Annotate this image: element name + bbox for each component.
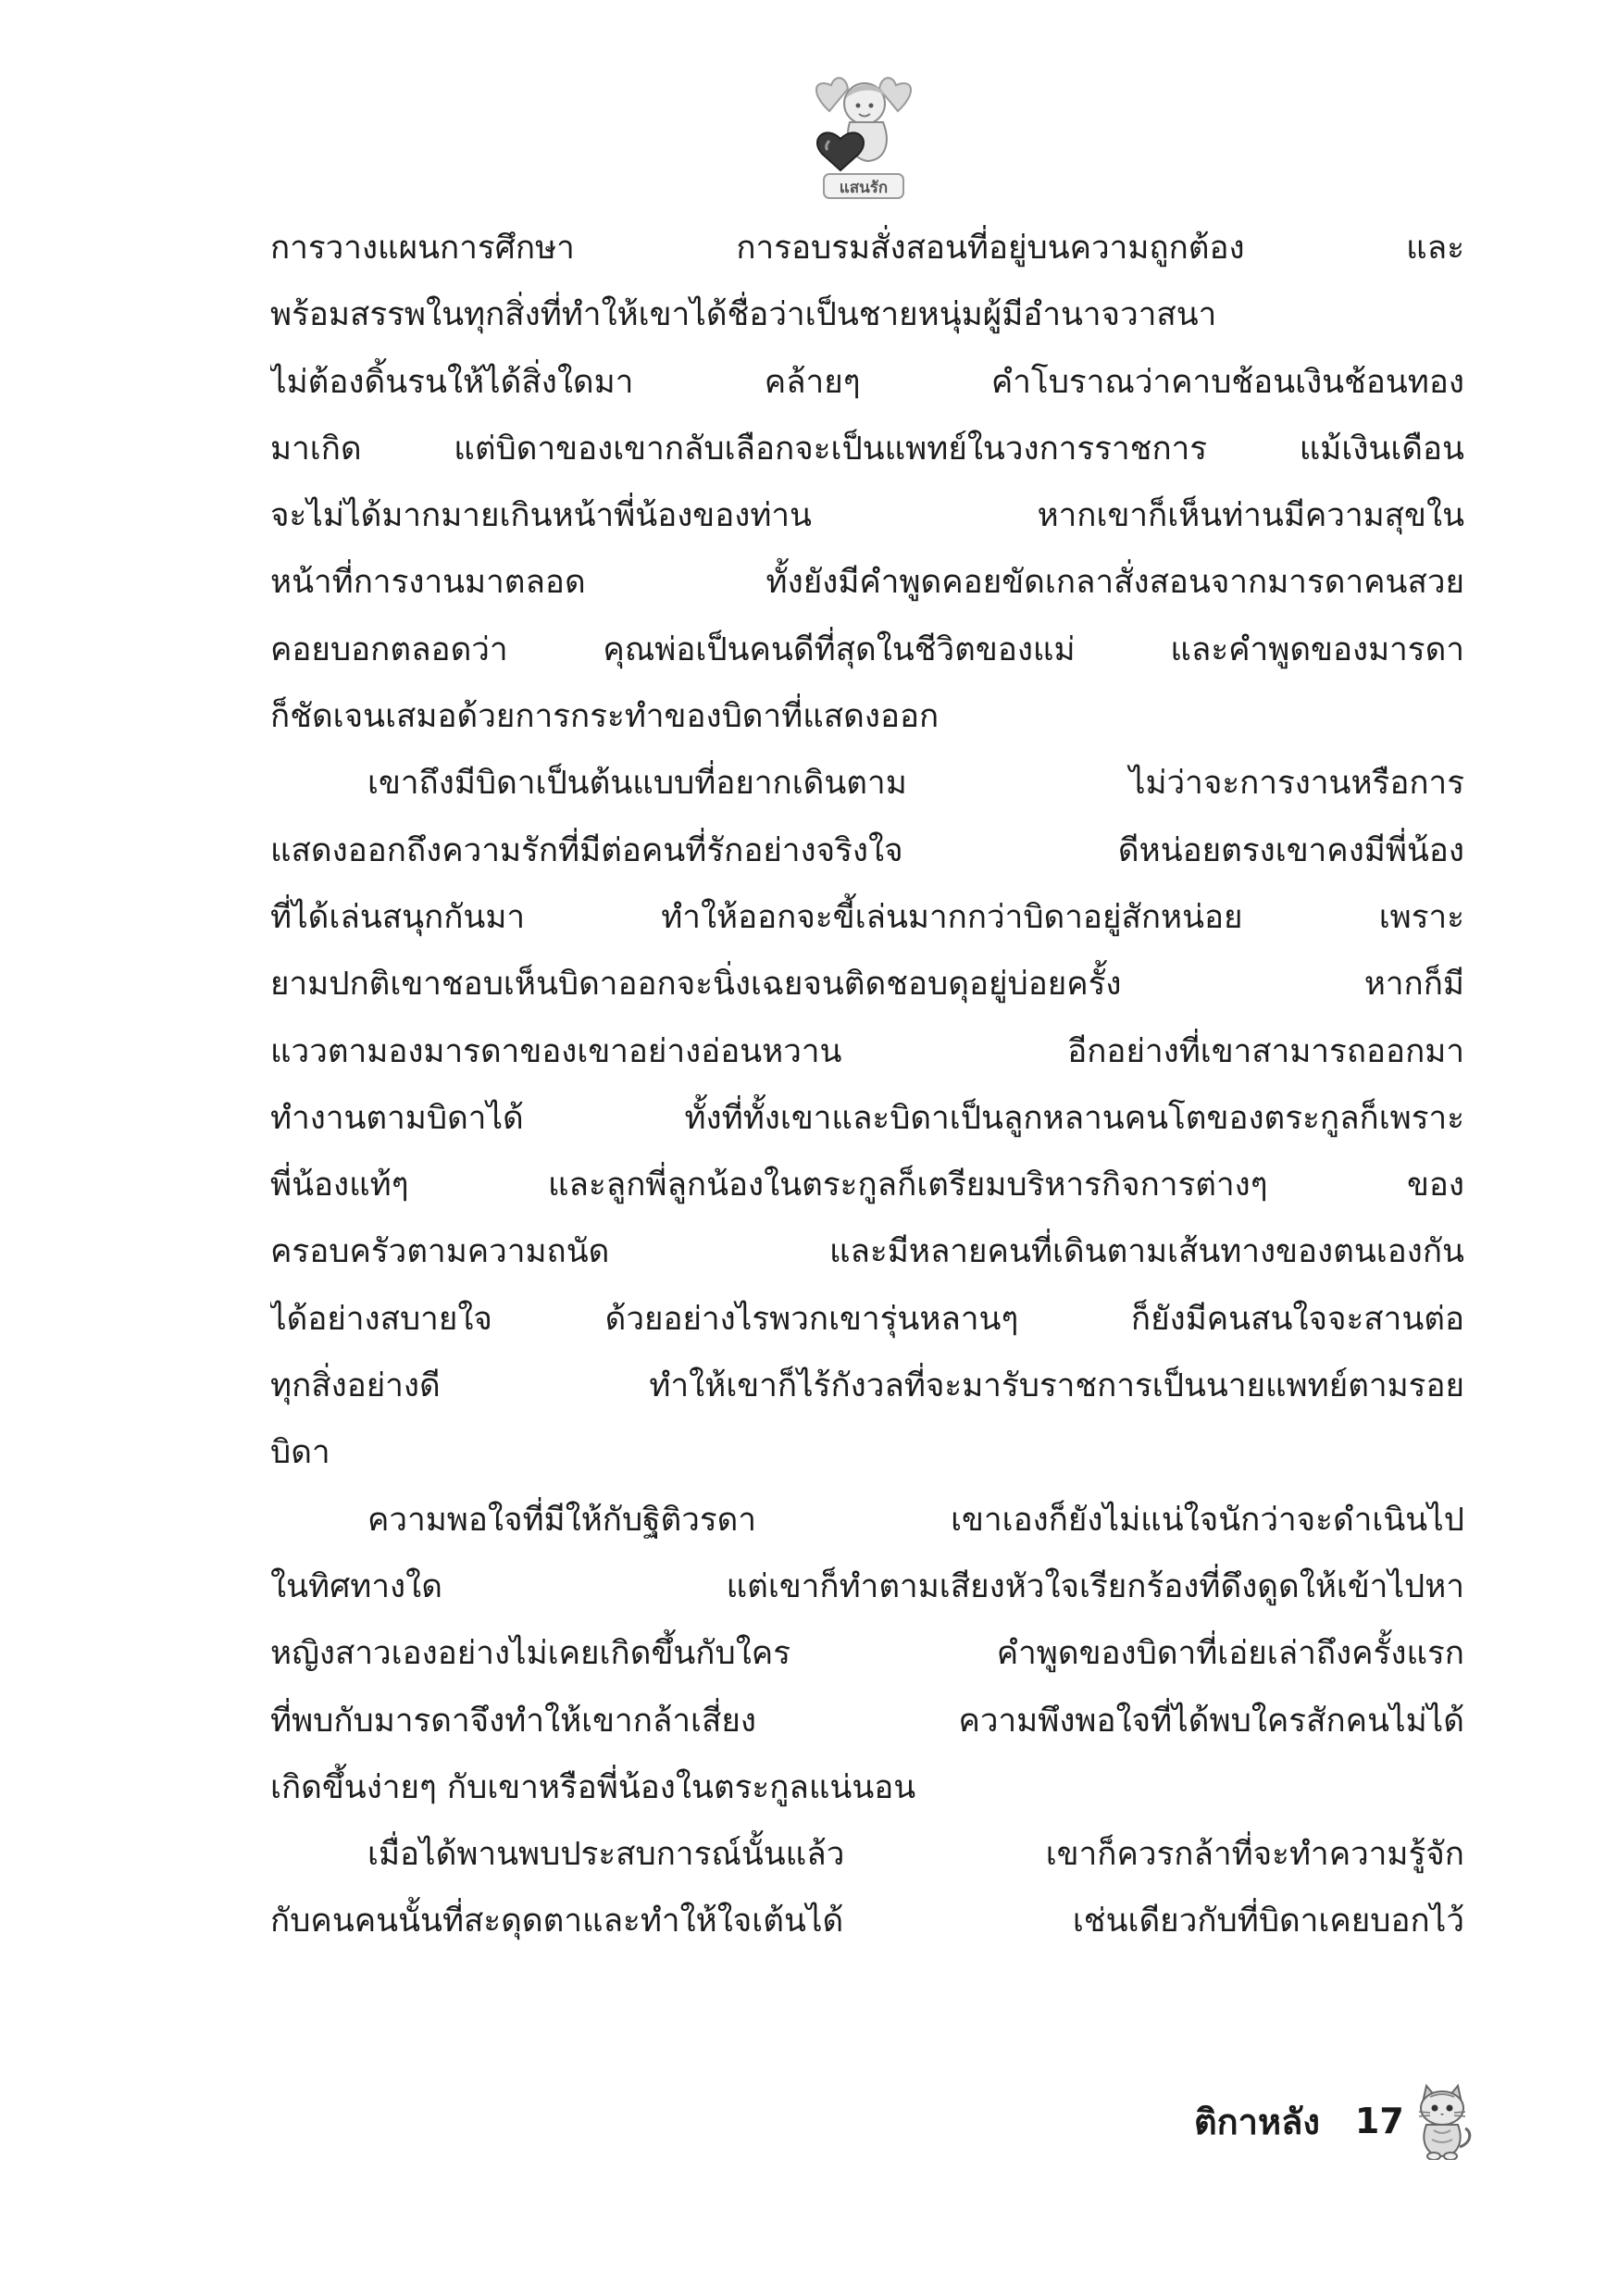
text-line: กับคนคนนั้นที่สะดุดตาและทำให้ใจเต้นได้ เช่นเดียวกับที่บิดาเคยบอกไว้ (270, 1903, 1464, 1940)
text-line: ได้อย่างสบายใจ ด้วยอย่างไรพวกเขารุ่นหลานๆ ก็ยังมีคนสนใจจะสานต่อ (270, 1300, 1464, 1338)
text-line: ที่พบกับมารดาจึงทำให้เขากล้าเสี่ยง ความพึงพอใจที่ได้พบใครสักคนไม่ได้ (270, 1702, 1464, 1740)
page-footer (1194, 2088, 1475, 2154)
publisher-logo (803, 67, 924, 206)
text-line: ยามปกติเขาชอบเห็นบิดาออกจะนิ่งเฉยจนติดชอบดุอยู่บ่อยครั้ง หากก็มี (270, 966, 1464, 1004)
text-line: พี่น้องแท้ๆ และลูกพี่ลูกน้องในตระกูลก็เตรียมบริหารกิจการต่างๆ ของ (270, 1167, 1464, 1204)
text-line: การวางแผนการศึกษา การอบรมสั่งสอนที่อยู่บนความถูกต้อง และ (270, 230, 1464, 267)
text-line: เมื่อได้พานพบประสบการณ์นั้นแล้ว เขาก็ควรกล้าที่จะทำความรู้จัก (367, 1836, 1464, 1874)
text-line: ครอบครัวตามความถนัด และมีหลายคนที่เดินตามเส้นทางของตนเองกัน (270, 1233, 1464, 1271)
text-line: ไม่ต้องดิ้นรนให้ได้สิ่งใดมา คล้ายๆ คำโบราณว่าคาบช้อนเงินช้อนทอง (270, 363, 1464, 401)
text-line: ทุกสิ่งอย่างดี ทำให้เขาก็ไร้กังวลที่จะมารับราชการเป็นนายแพทย์ตามรอย (270, 1367, 1464, 1405)
text-line: เขาถึงมีบิดาเป็นต้นแบบที่อยากเดินตาม ไม่ว่าจะการงานหรือการ (367, 765, 1464, 803)
text-line: แสดงออกถึงความรักที่มีต่อคนที่รักอย่างจริงใจ ดีหน่อยตรงเขาคงมีพี่น้อง (270, 831, 1464, 869)
text-line: จะไม่ได้มากมายเกินหน้าพี่น้องของท่าน หากเขาก็เห็นท่านมีความสุขใน (270, 497, 1464, 535)
text-line: ก็ชัดเจนเสมอด้วยการกระทำของบิดาที่แสดงออก (270, 698, 940, 736)
text-line: มาเกิด แต่บิดาของเขากลับเลือกจะเป็นแพทย์ในวงการราชการ แม้เงินเดือน (270, 430, 1464, 468)
page-number: 17 (1354, 2101, 1404, 2141)
text-line: หน้าที่การงานมาตลอด ทั้งยังมีคำพูดคอยขัดเกลาสั่งสอนจากมารดาคนสวย (270, 564, 1464, 602)
text-line: ที่ได้เล่นสนุกกันมา ทำให้ออกจะขี้เล่นมากกว่าบิดาอยู่สักหน่อย เพราะ (270, 898, 1464, 936)
text-line: ความพอใจที่มีให้กับฐิติวรดา เขาเองก็ยังไม่แน่ใจนักว่าจะดำเนินไป (367, 1501, 1464, 1539)
text-line: บิดา (270, 1434, 330, 1472)
text-line: คอยบอกตลอดว่า คุณพ่อเป็นคนดีที่สุดในชีวิตของแม่ และคำพูดของมารดา (270, 630, 1464, 668)
text-line: แววตามองมารดาของเขาอย่างอ่อนหวาน อีกอย่างที่เขาสามารถออกมา (270, 1032, 1464, 1070)
text-line: เกิดขึ้นง่ายๆ กับเขาหรือพี่น้องในตระกูลแน่นอน (270, 1768, 916, 1806)
cat-icon (1410, 2082, 1475, 2160)
book-title: ติกาหลัง (1194, 2101, 1320, 2142)
text-line: ทำงานตามบิดาได้ ทั้งที่ทั้งเขาและบิดาเป็นลูกหลานคนโตของตระกูลก็เพราะ (270, 1099, 1464, 1137)
cupid-heart-icon (803, 67, 924, 206)
body-text (270, 215, 1464, 1955)
text-line: ในทิศทางใด แต่เขาก็ทำตามเสียงหัวใจเรียกร้องที่ดึงดูดให้เข้าไปหา (270, 1567, 1464, 1605)
text-line: หญิงสาวเองอย่างไม่เคยเกิดขึ้นกับใคร คำพูดของบิดาที่เอ่ยเล่าถึงครั้งแรก (270, 1635, 1464, 1673)
text-line: พร้อมสรรพในทุกสิ่งที่ทำให้เขาได้ชื่อว่าเป็นชายหนุ่มผู้มีอำนาจวาสนา (270, 296, 1217, 334)
logo-text: แสนรัก (839, 179, 889, 197)
